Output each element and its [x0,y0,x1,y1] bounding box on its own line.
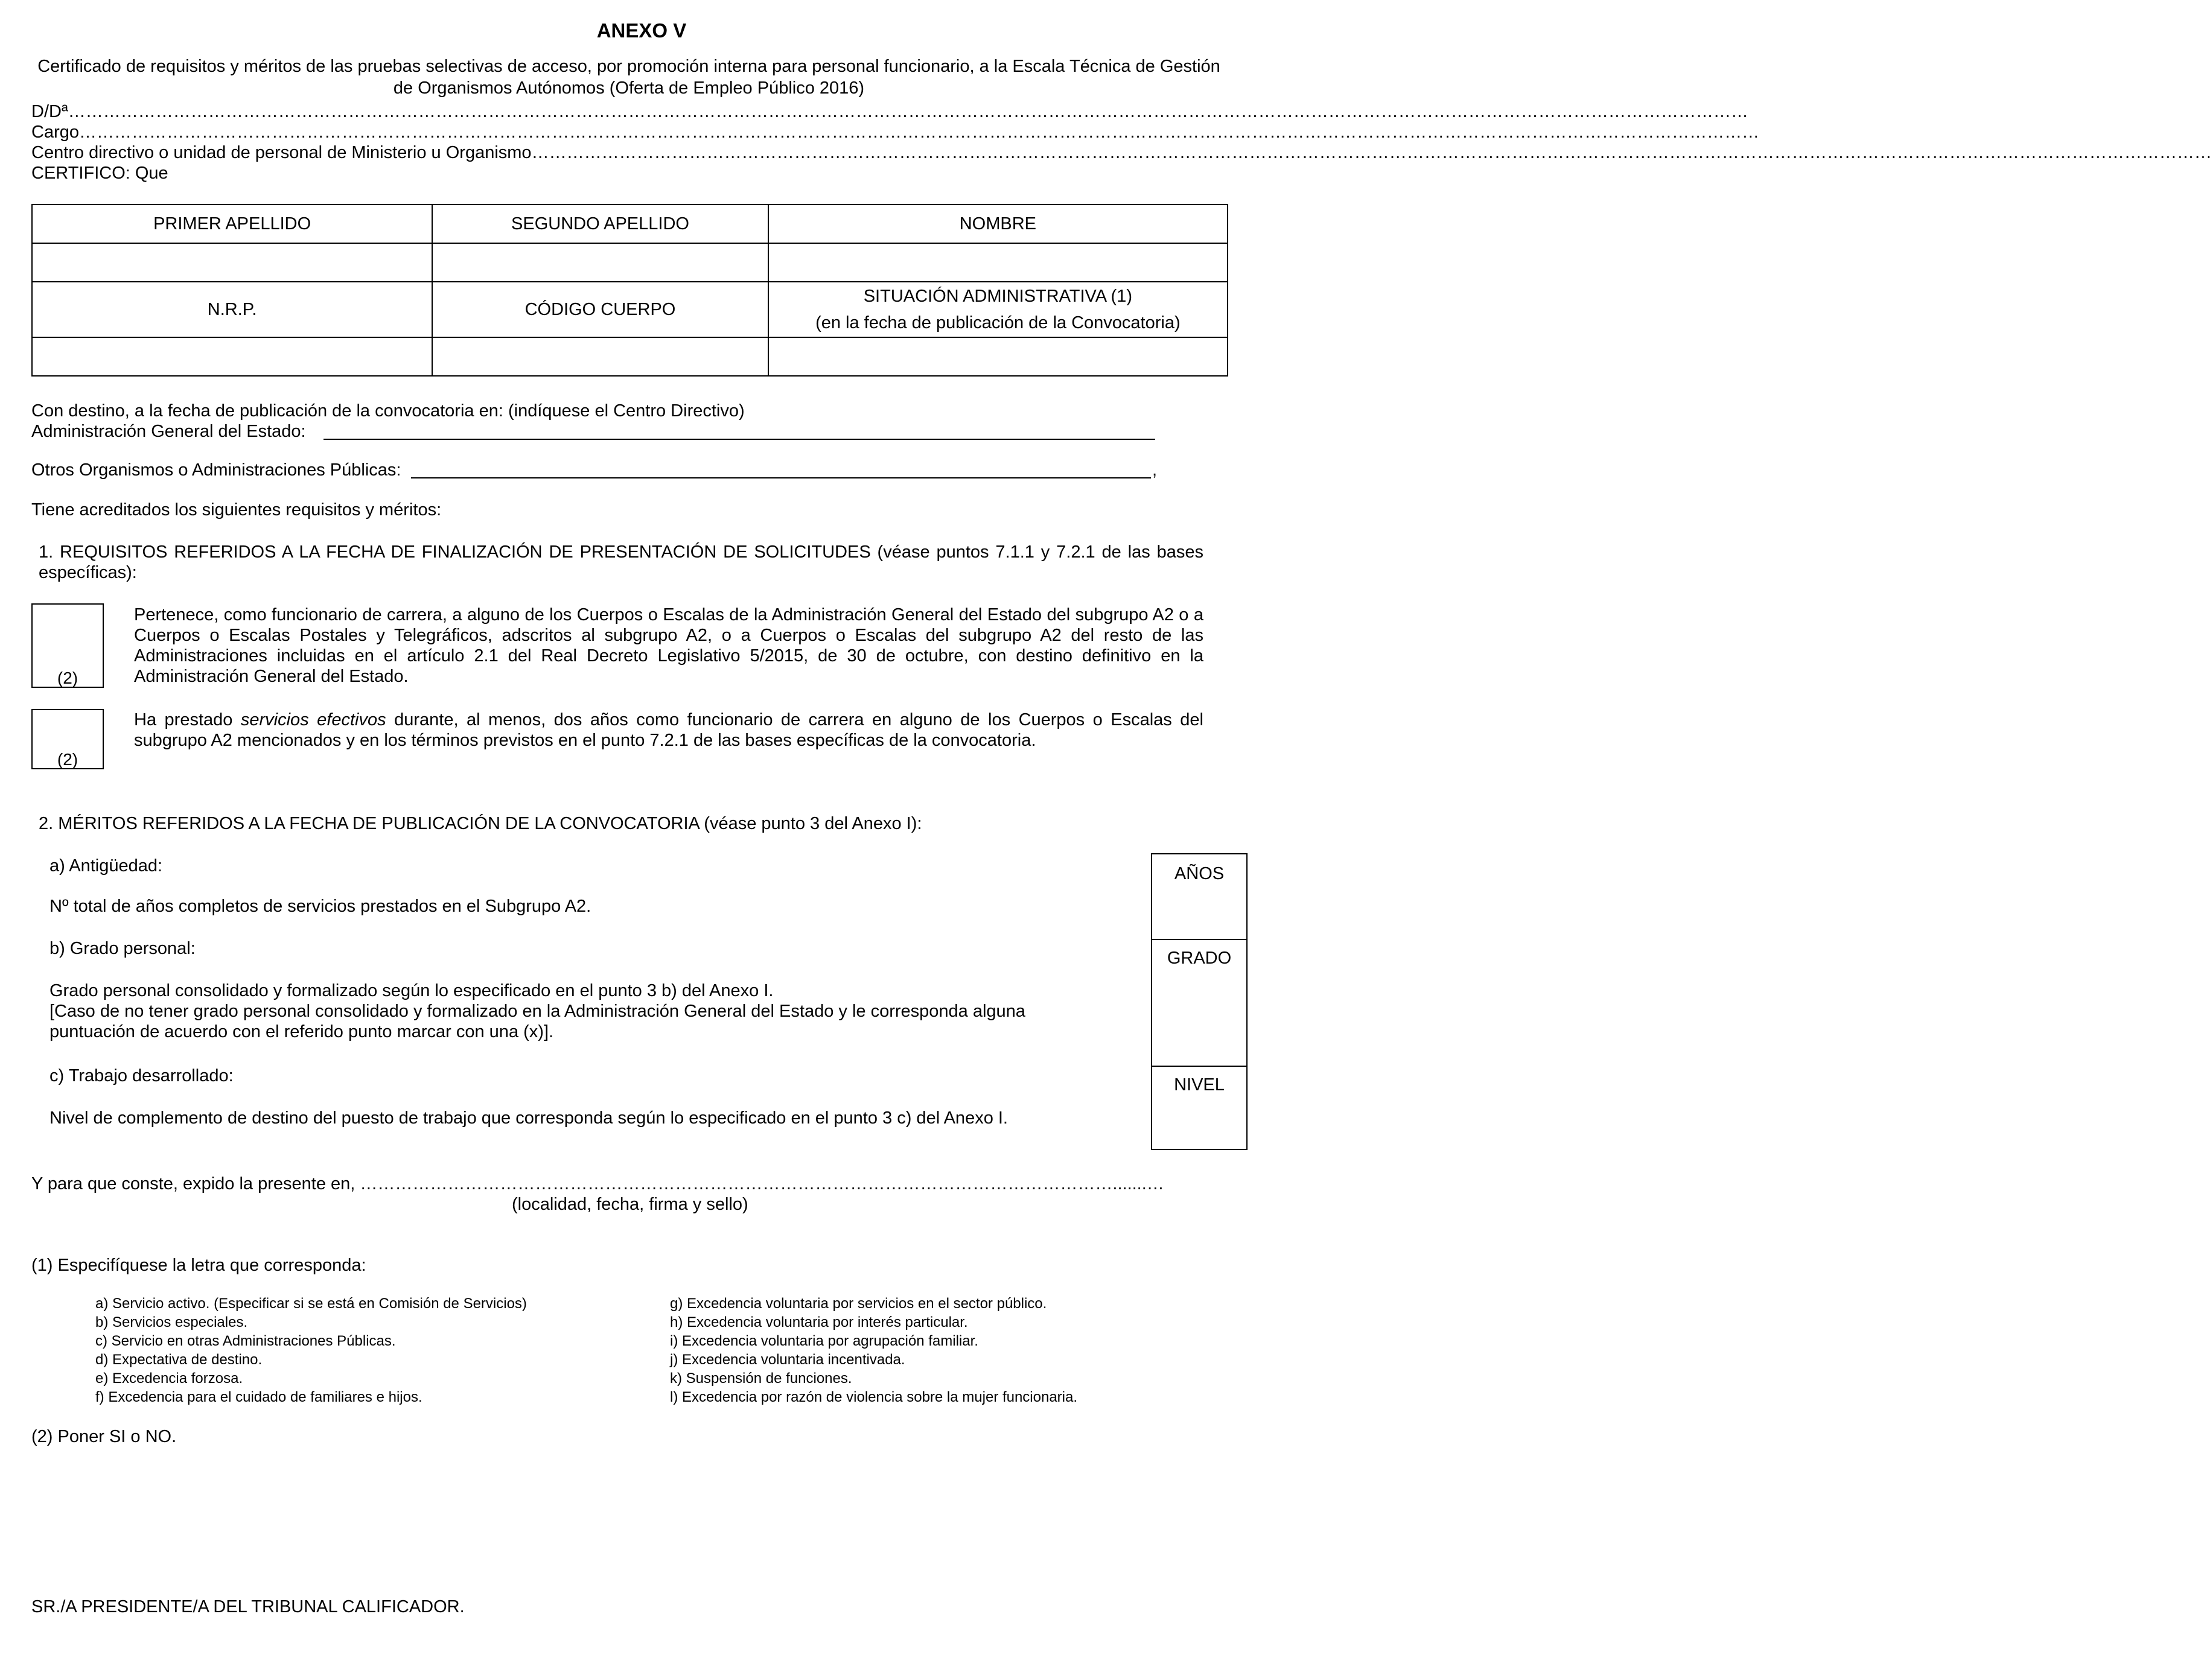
header-codigo-cuerpo: CÓDIGO CUERPO [432,282,768,337]
note2: (2) Poner SI o NO. [31,1427,177,1446]
nivel-label: NIVEL [1174,1075,1225,1095]
list-item: f) Excedencia para el cuidado de familiares e hijos. [95,1389,422,1405]
anos-box[interactable] [1151,853,1248,940]
dotted-leader: ……………………………………………………………………………………………………………………………………………………………………………………………………………………………………………………………… [68,102,1748,121]
list-item: a) Servicio activo. (Especificar si se está en Comisión de Servicios) [95,1295,527,1312]
otros-comma: , [1152,460,1158,480]
dotted-leader: ……………………………………………………………………………………………………………………………………………………………………………………………………………………………………………………………… [531,143,2212,162]
list-item: c) Servicio en otras Administraciones Públicas. [95,1333,396,1349]
box-label: (2) [57,669,78,687]
nrp-cell[interactable] [32,337,432,376]
requirement1-text: Pertenece, como funcionario de carrera, a alguno de los Cuerpos o Escalas de la Administración General del Estado del subgrupo A2 o a Cuerpos o Escalas Postales y Telegráficos, adscritos al subgrupo A2, o a Cuerpos o Escalas del subgrupo A2 del resto de las Administraciones incluidas en el artículo 2.1 del Real Decreto Legislativo 5/2015, de 30 de octubre, con destino definitivo en la Administración General del Estado. [134,605,1203,686]
footer-addressee: SR./A PRESIDENTE/A DEL TRIBUNAL CALIFICADOR. [31,1597,465,1616]
situacion-label: SITUACIÓN ADMINISTRATIVA (1) [863,287,1132,306]
nivel-box[interactable] [1151,1066,1248,1150]
personal-data-table [31,204,1228,377]
note1-right-list [670,1294,1077,1406]
grado-text2: [Caso de no tener grado personal consolidado y formalizado en la Administración General del Estado y le corresponda alguna puntuación de acuerdo con el referido punto marcar con una (x)]. [49,1002,1025,1041]
grado-title: b) Grado personal: [49,939,196,958]
header-situacion [768,282,1228,337]
otros-line[interactable] [411,477,1151,478]
otros-label: Otros Organismos o Administraciones Públicas: [31,460,401,480]
dotted-leader: ……………………………………………………………………………………………………………………………………………………………………………………………………………………………………………………………… [79,122,1759,142]
requirement2-pre: Ha prestado [134,710,241,729]
age-line[interactable] [324,439,1155,440]
list-item: e) Excedencia forzosa. [95,1370,243,1387]
segundo-apellido-cell[interactable] [432,243,768,282]
note1-heading: (1) Especifíquese la letra que corresponda: [31,1256,366,1275]
tiene-label: Tiene acreditados los siguientes requisitos y méritos: [31,500,442,520]
dda-label: D/Dª [31,102,68,121]
codigo-cuerpo-cell[interactable] [432,337,768,376]
cargo-label: Cargo [31,122,79,142]
destino-intro: Con destino, a la fecha de publicación de la convocatoria en: (indíquese el Centro Directivo) [31,401,745,421]
antiguedad-title: a) Antigüedad: [49,856,163,876]
note1-left-list [95,1294,527,1406]
closing-sub: (localidad, fecha, firma y sello) [512,1195,748,1214]
header-primer-apellido: PRIMER APELLIDO [32,205,432,243]
header-segundo-apellido: SEGUNDO APELLIDO [432,205,768,243]
anos-label: AÑOS [1174,864,1225,883]
section2-heading: 2. MÉRITOS REFERIDOS A LA FECHA DE PUBLICACIÓN DE LA CONVOCATORIA (véase punto 3 del Anexo I): [39,814,922,833]
situacion-sublabel: (en la fecha de publicación de la Convocatoria) [815,313,1181,332]
list-item: l) Excedencia por razón de violencia sobre la mujer funcionaria. [670,1389,1078,1405]
certifico-label: CERTIFICO: Que [31,164,168,183]
requirement2-emphasis: servicios efectivos [240,710,386,729]
age-label: Administración General del Estado: [31,422,306,441]
grado-label: GRADO [1167,949,1232,968]
list-item: j) Excedencia voluntaria incentivada. [670,1352,905,1368]
list-item: d) Expectativa de destino. [95,1352,263,1368]
requirement2-box[interactable] [31,709,104,769]
centro-label: Centro directivo o unidad de personal de Ministerio u Organismo [31,143,532,162]
list-item: b) Servicios especiales. [95,1314,248,1330]
trabajo-title: c) Trabajo desarrollado: [49,1066,234,1085]
dda-field[interactable] [31,101,1748,122]
list-item: h) Excedencia voluntaria por interés particular. [670,1314,968,1330]
primer-apellido-cell[interactable] [32,243,432,282]
section1-heading: 1. REQUISITOS REFERIDOS A LA FECHA DE FINALIZACIÓN DE PRESENTACIÓN DE SOLICITUDES (véase puntos 7.1.1 y 7.2.1 de las bases específicas): [39,542,1203,582]
intro-paragraph: Certificado de requisitos y méritos de las pruebas selectivas de acceso, por promoción interna para personal funcionario, a la Escala Técnica de Gestión de Organismos Autónomos (Oferta de Empleo Público 2016) [37,57,1220,98]
cargo-field[interactable] [31,122,1759,142]
grado-text1: Grado personal consolidado y formalizado según lo especificado en el punto 3 b) del Anexo I. [49,981,774,1000]
header-nombre: NOMBRE [768,205,1228,243]
list-item: g) Excedencia voluntaria por servicios en el sector público. [670,1295,1047,1312]
list-item: k) Suspensión de funciones. [670,1370,852,1387]
list-item: i) Excedencia voluntaria por agrupación familiar. [670,1333,978,1349]
trabajo-text: Nivel de complemento de destino del puesto de trabajo que corresponda según lo especificado en el punto 3 c) del Anexo I. [49,1108,1008,1128]
situacion-cell[interactable] [768,337,1228,376]
centro-field[interactable] [31,142,2212,163]
nombre-cell[interactable] [768,243,1228,282]
closing-text[interactable]: Y para que conste, expido la presente en, ………………………………………………………………………………………………………………….......… [31,1174,1164,1193]
antiguedad-text: Nº total de años completos de servicios prestados en el Subgrupo A2. [49,897,591,916]
requirement2-post: durante, al menos, dos años como funcionario de carrera en alguno de los Cuerpos o Escalas del subgrupo A2 mencionados y en los términos previstos en el punto 7.2.1 de las bases específicas de la convocatoria. [134,710,1203,750]
requirement1-box[interactable] [31,603,104,688]
box-label: (2) [57,750,78,769]
header-nrp: N.R.P. [32,282,432,337]
page-title: ANEXO V [596,19,687,42]
grado-box[interactable] [1151,939,1248,1067]
requirement2-text [134,710,1203,751]
